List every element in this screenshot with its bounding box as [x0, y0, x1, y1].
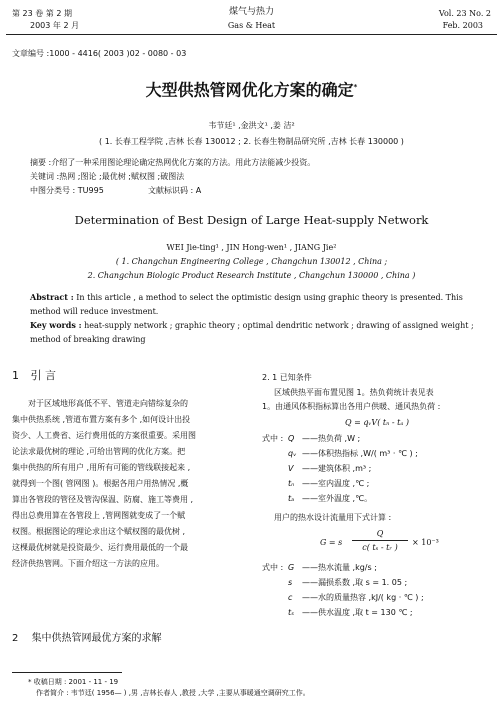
affiliations-en-1: ( 1. Changchun Engineering College , Changchun 130012 , China ;: [115, 257, 388, 266]
abstract-cn: 摘要 :介绍了一种采用图论理论确定热网优化方案的方法。用此方法能减少投资。: [30, 158, 316, 167]
equation-heat-load: Q = qᵥV( tₙ - tₐ ): [344, 418, 410, 427]
header-rule: [6, 34, 497, 35]
intro-line-4: 论法求最优树的理论 ,可给出管网的优化方案。把: [12, 447, 186, 456]
intro-line-10: 这棵最优树就是投资最少、运行费用最低的一个最: [12, 543, 188, 552]
def-g: G ——热水流量 ,kg/s ;: [288, 563, 377, 572]
def-ta-text: 室外温度 ,℃。: [318, 494, 373, 503]
abstract-en-label: Abstract :: [30, 292, 74, 302]
defs-heat-load: [288, 433, 418, 508]
intro-line-1: 对于区域地形高低不平、管道走向错综复杂的: [28, 399, 188, 408]
journal-name-cn: 煤气与热力: [228, 7, 274, 17]
equation-flow-denominator: c( tₛ - tᵣ ): [362, 543, 398, 552]
authors-cn: 韦节廷¹ ,金洪文¹ ,姜 洁²: [208, 121, 295, 130]
def-tn-text: 室内温度 ,℃ ;: [318, 479, 370, 488]
def-v-text: 建筑体积 ,m³ ;: [318, 464, 372, 473]
intro-line-2: 集中供热系统 ,管道布置方案有多个 ,如何设计出投: [12, 415, 191, 424]
intro-line-6: 就得到一个图( 管网图 )。根据各用户用热情况 ,概: [12, 479, 189, 488]
subsection-2-1-heading: 2. 1 已知条件: [262, 373, 312, 382]
keywords-en-text-1: heat-supply network ; graphic theory ; optimal dendritic network ; drawing of assigned weight ;: [84, 321, 474, 330]
equation-flow-numerator: Q: [376, 529, 384, 538]
affiliations-en-2: 2. Changchun Biologic Product Research Institute , Changchun 130000 , China ): [87, 271, 416, 280]
intro-line-8: 得出总费用算在各管段上 ,管网图就变成了一个赋: [12, 511, 186, 520]
def-q: Q ——热负荷 ,W ;: [288, 434, 361, 443]
abstract-en: [30, 292, 463, 303]
keywords-en-label: Key words :: [30, 320, 82, 330]
journal-date: 2003 年 2 月: [30, 21, 80, 30]
def-g-text: 热水流量 ,kg/s ;: [318, 563, 377, 572]
def-s-symbol: s: [288, 578, 293, 587]
def-ta: tₐ ——室外温度 ,℃。: [288, 494, 373, 503]
def-tn: tₙ ——室内温度 ,℃ ;: [288, 479, 370, 488]
intro-line-5: 集中供热的所有用户 ,用所有可能的管线联接起来 ,: [12, 463, 191, 472]
equation-flow-lhs: G = s: [320, 538, 343, 547]
journal-name-en: Gas & Heat: [227, 21, 276, 30]
where-label-2: 式中 :: [262, 563, 284, 572]
equation-fraction-bar: [352, 540, 408, 541]
def-ts-text: 供水温度 ,取 t = 130 ℃ ;: [318, 608, 413, 617]
def-c-text: 水的质量热容 ,kJ/( kg · ℃ ) ;: [318, 593, 424, 602]
def-q-symbol: Q: [288, 434, 295, 443]
equation-flow-factor: × 10⁻³: [412, 538, 439, 547]
def-s: s ——漏损系数 ,取 s = 1. 05 ;: [288, 578, 408, 587]
keywords-cn: 关键词 :热网 ;图论 ;最优树 ;赋权图 ;破图法: [30, 172, 185, 181]
footnote-author-bio: 作者简介 : 韦节廷( 1956— ) ,男 ,吉林长春人 ,教授 ,大学 ,主要从事暖通空调研究工作。: [36, 689, 310, 697]
def-g-symbol: G: [288, 563, 295, 572]
def-v-symbol: V: [288, 464, 294, 473]
footnote-rule: [12, 672, 122, 673]
def-v: V ——建筑体积 ,m³ ;: [288, 464, 372, 473]
section-1-number: 1: [12, 369, 19, 382]
journal-date-en: Feb. 2003: [442, 21, 483, 30]
journal-vol-en: Vol. 23 No. 2: [438, 9, 491, 18]
keywords-en-text-2: method of breaking drawing: [30, 335, 146, 344]
affiliations-cn: ( 1. 长春工程学院 ,吉林 长春 130012 ; 2. 长春生物制品研究所 ,吉林 长春 130000 ): [99, 137, 404, 146]
intro-line-7: 算出各管段的管径及管沟保温、防腐、施工等费用 ,: [12, 495, 194, 504]
def-q-text: 热负荷 ,W ;: [318, 434, 361, 443]
section-2-number: 2: [12, 633, 19, 644]
title-footnote-mark: *: [353, 83, 358, 91]
defs-flow: [288, 562, 424, 622]
title-cn-text: 大型供热管网优化方案的确定: [145, 80, 354, 100]
title-en: Determination of Best Design of Large Heat-supply Network: [74, 213, 429, 227]
article-number: 文章编号 :1000 - 4416( 2003 )02 - 0080 - 03: [12, 49, 187, 58]
title-cn: [0, 76, 503, 101]
conditions-line-2: 1。由通风体积指标算出各用户供暖、通风热负荷 :: [262, 402, 441, 411]
intro-line-3: 资少、人工费省、运行费用低的方案很重要。采用图: [12, 431, 196, 440]
authors-en: WEI Jie-ting¹ , JIN Hong-wen¹ , JIANG Jie²: [166, 243, 337, 252]
intro-line-9: 权图。根据图论的理论求出这个赋权图的最优树 ,: [12, 527, 186, 536]
keywords-en: [30, 320, 474, 331]
intro-paragraph: [12, 396, 248, 572]
intro-line-11: 经济供热管网。下面介绍这一方法的应用。: [12, 559, 164, 568]
def-c-symbol: c: [288, 593, 293, 602]
abstract-en-text-2: method will reduce investment.: [30, 307, 159, 316]
section-2-heading: [12, 632, 162, 646]
journal-volume: 第 23 卷 第 2 期: [12, 9, 72, 18]
document-code: 文献标识码 : A: [148, 186, 202, 195]
def-tn-symbol: tₙ: [288, 479, 295, 488]
section-1-heading: [12, 369, 56, 383]
def-qv: qᵥ ——体积热指标 ,W/( m³ · ℃ ) ;: [288, 449, 418, 458]
def-c: c ——水的质量热容 ,kJ/( kg · ℃ ) ;: [288, 593, 424, 602]
def-qv-symbol: qᵥ: [288, 449, 297, 458]
section-1-title: 引 言: [30, 369, 56, 382]
def-ts-symbol: tₛ: [288, 608, 295, 617]
def-s-text: 漏损系数 ,取 s = 1. 05 ;: [318, 578, 408, 587]
flow-intro: 用户的热水设计流量用下式计算 :: [274, 513, 392, 522]
def-ts: tₛ ——供水温度 ,取 t = 130 ℃ ;: [288, 608, 413, 617]
where-label-1: 式中 :: [262, 434, 284, 443]
section-2-title: 集中供热管网最优方案的求解: [31, 633, 162, 644]
conditions-line-1: 区域供热平面布置见图 1。热负荷统计表见表: [274, 388, 434, 397]
clc-number: 中图分类号 : TU995: [30, 186, 104, 195]
def-qv-text: 体积热指标 ,W/( m³ · ℃ ) ;: [318, 449, 418, 458]
def-ta-symbol: tₐ: [288, 494, 295, 503]
footnote-received: * 收稿日期 : 2001 - 11 - 19: [28, 678, 119, 686]
abstract-en-text-1: In this article , a method to select the optimistic design using graphic theory is presented. This: [76, 293, 463, 302]
